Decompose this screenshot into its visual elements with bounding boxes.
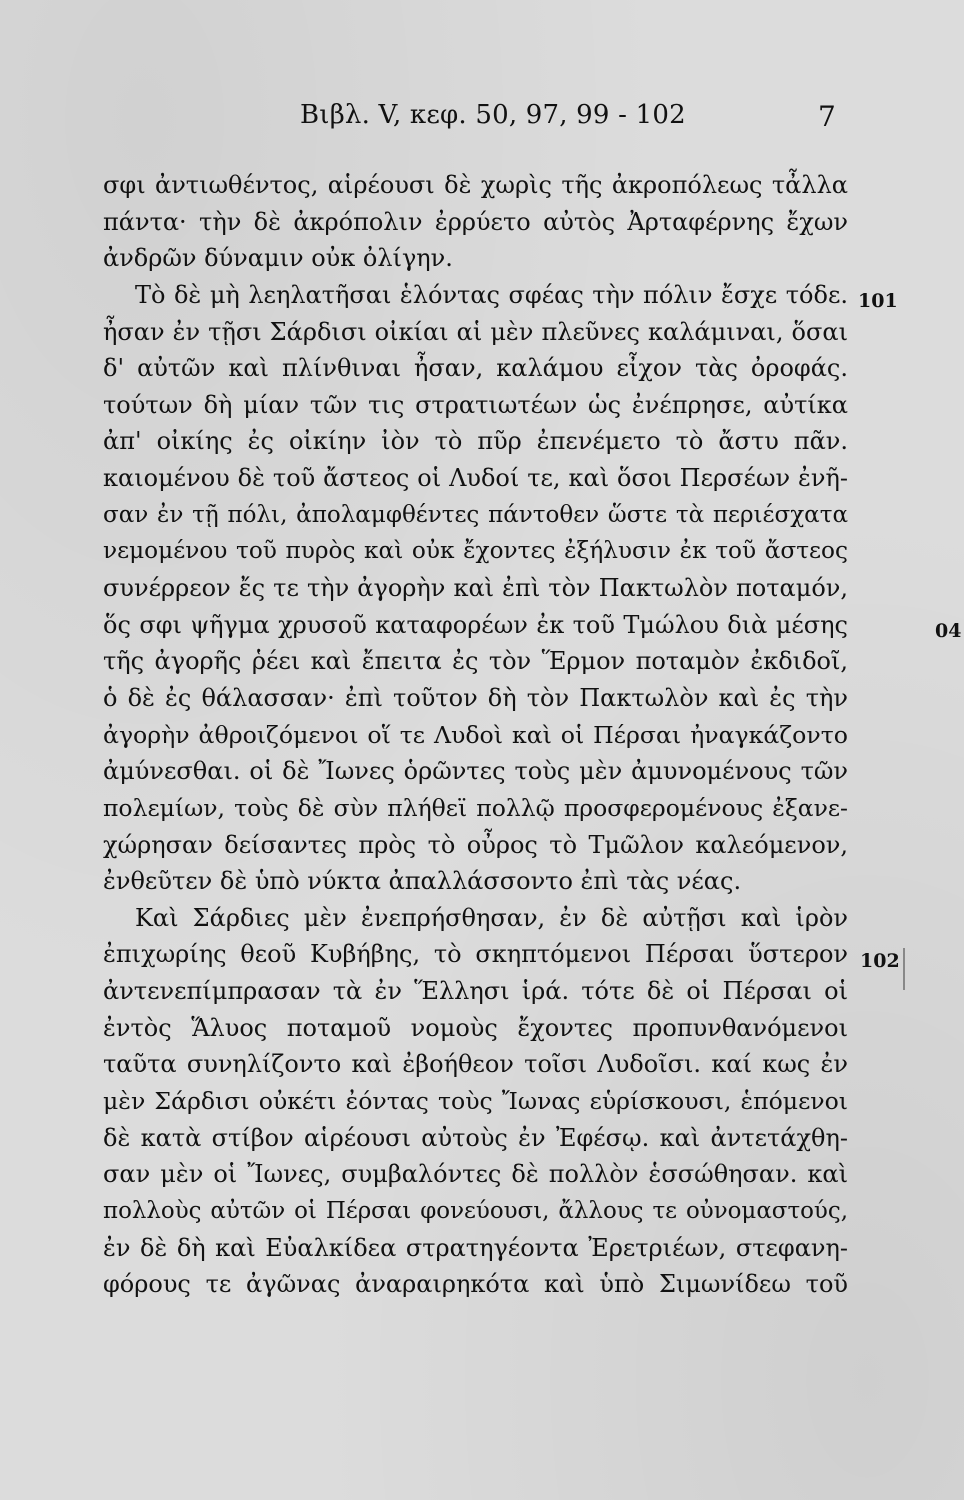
text-line: τούτων δὴ μίαν τῶν τις στρατιωτέων ὡς ἐνέπρησε, αὐτίκα [103, 390, 848, 419]
text-line: μὲν Σάρδισι οὐκέτι ἐόντας τοὺς Ἴωνας εὑρίσκουσι, ἑπόμενοι [103, 1087, 848, 1116]
text-line: τῆς ἀγορῆς ῥέει καὶ ἔπειτα ἐς τὸν Ἕρμον ποταμὸν ἐκδιδοῖ, [103, 647, 848, 676]
text-line: πολεμίων, τοὺς δὲ σὺν πλήθεϊ πολλῷ προσφερομένους ἐξανε- [103, 793, 848, 822]
text-line: καιομένου δὲ τοῦ ἄστεος οἱ Λυδοί τε, καὶ ὅσοι Περσέων ἐνῆ- [103, 464, 848, 493]
text-line: ἀντενεπίμπρασαν τὰ ἐν Ἕλλησι ἱρά. τότε δὲ οἱ Πέρσαι οἱ [103, 977, 848, 1006]
text-line: ὁ δὲ ἐς θάλασσαν· ἐπὶ τοῦτον δὴ τὸν Πακτωλὸν καὶ ἐς τὴν [103, 683, 848, 712]
text-line: ἀγορὴν ἀθροιζόμενοι οἵ τε Λυδοὶ καὶ οἱ Πέρσαι ἠναγκάζοντο [103, 720, 848, 749]
text-line: ἐπιχωρίης θεοῦ Κυβήβης, τὸ σκηπτόμενοι Πέρσαι ὕστερον [103, 940, 848, 969]
text-line: σφι ἀντιωθέντος, αἱρέουσι δὲ χωρὶς τῆς ἀκροπόλεως τἆλλα [103, 171, 848, 199]
text-line: φόρους τε ἀγῶνας ἀναραιρηκότα καὶ ὑπὸ Σιμωνίδεω τοῦ [103, 1270, 848, 1299]
text-line: δ' αὐτῶν καὶ πλίνθιναι ἦσαν, καλάμου εἶχον τὰς ὀροφάς. [103, 354, 848, 383]
text-line: ἐντὸς Ἅλυος ποταμοῦ νομοὺς ἔχοντες προπυνθανόμενοι [103, 1013, 848, 1042]
text-line: ἀνδρῶν δύναμιν οὐκ ὀλίγην. [103, 244, 453, 273]
text-line: ἀπ' οἰκίης ἐς οἰκίην ἰὸν τὸ πῦρ ἐπενέμετο τὸ ἄστυ πᾶν. [103, 427, 848, 456]
text-line: συνέρρεον ἔς τε τὴν ἀγορὴν καὶ ἐπὶ τὸν Πακτωλὸν ποταμόν, [103, 574, 848, 603]
page-edge-mark [903, 948, 911, 990]
text-line: ἀμύνεσθαι. οἱ δὲ Ἴωνες ὁρῶντες τοὺς μὲν ἀμυνομένους τῶν [103, 757, 848, 786]
text-line: ἐνθεῦτεν δὲ ὑπὸ νύκτα ἀπαλλάσσοντο ἐπὶ τὰς νέας. [103, 867, 742, 896]
text-line: Καὶ Σάρδιες μὲν ἐνεπρήσθησαν, ἐν δὲ αὐτῇσι καὶ ἱρὸν [135, 903, 848, 932]
text-line: ταῦτα συνηλίζοντο καὶ ἐβοήθεον τοῖσι Λυδοῖσι. καί κως ἐν [103, 1050, 848, 1079]
text-line: χώρησαν δείσαντες πρὸς τὸ οὖρος τὸ Τμῶλον καλεόμενον, [103, 830, 848, 859]
margin-chapter-number-102: 102 [860, 950, 900, 972]
text-line: ἐν δὲ δὴ καὶ Εὐαλκίδεα στρατηγέοντα Ἐρετριέων, στεφανη- [103, 1233, 848, 1262]
body-text [103, 167, 848, 1303]
text-line: πολλοὺς αὐτῶν οἱ Πέρσαι φονεύουσι, ἄλλους τε οὐνομαστούς, [103, 1197, 848, 1224]
text-line: δὲ κατὰ στίβον αἱρέουσι αὐτοὺς ἐν Ἐφέσῳ. καὶ ἀντετάχθη- [103, 1123, 848, 1152]
margin-chapter-number-101: 101 [858, 290, 898, 312]
running-header: Βιβλ. V, κεφ. 50, 97, 99 - 102 [300, 100, 686, 130]
margin-chapter-number-04: 04 [935, 620, 962, 642]
text-line: νεμομένου τοῦ πυρὸς καὶ οὐκ ἔχοντες ἐξήλυσιν ἐκ τοῦ ἄστεος [103, 537, 848, 565]
text-line: Τὸ δὲ μὴ λεηλατῆσαι ἑλόντας σφέας τὴν πόλιν ἔσχε τόδε. [135, 280, 848, 309]
text-line: σαν μὲν οἱ Ἴωνες, συμβαλόντες δὲ πολλὸν ἑσσώθησαν. καὶ [103, 1160, 848, 1189]
text-line: ἦσαν ἐν τῇσι Σάρδισι οἰκίαι αἱ μὲν πλεῦνες καλάμιναι, ὅσαι [103, 317, 848, 346]
text-line: πάντα· τὴν δὲ ἀκρόπολιν ἐρρύετο αὐτὸς Ἀρταφέρνης ἔχων [103, 207, 848, 236]
text-line: ὅς σφι ψῆγμα χρυσοῦ καταφορέων ἐκ τοῦ Τμώλου διὰ μέσης [103, 610, 848, 639]
page-number: 7 [818, 100, 836, 133]
text-line: σαν ἐν τῇ πόλι, ἀπολαμφθέντες πάντοθεν ὥστε τὰ περιέσχατα [103, 501, 848, 528]
